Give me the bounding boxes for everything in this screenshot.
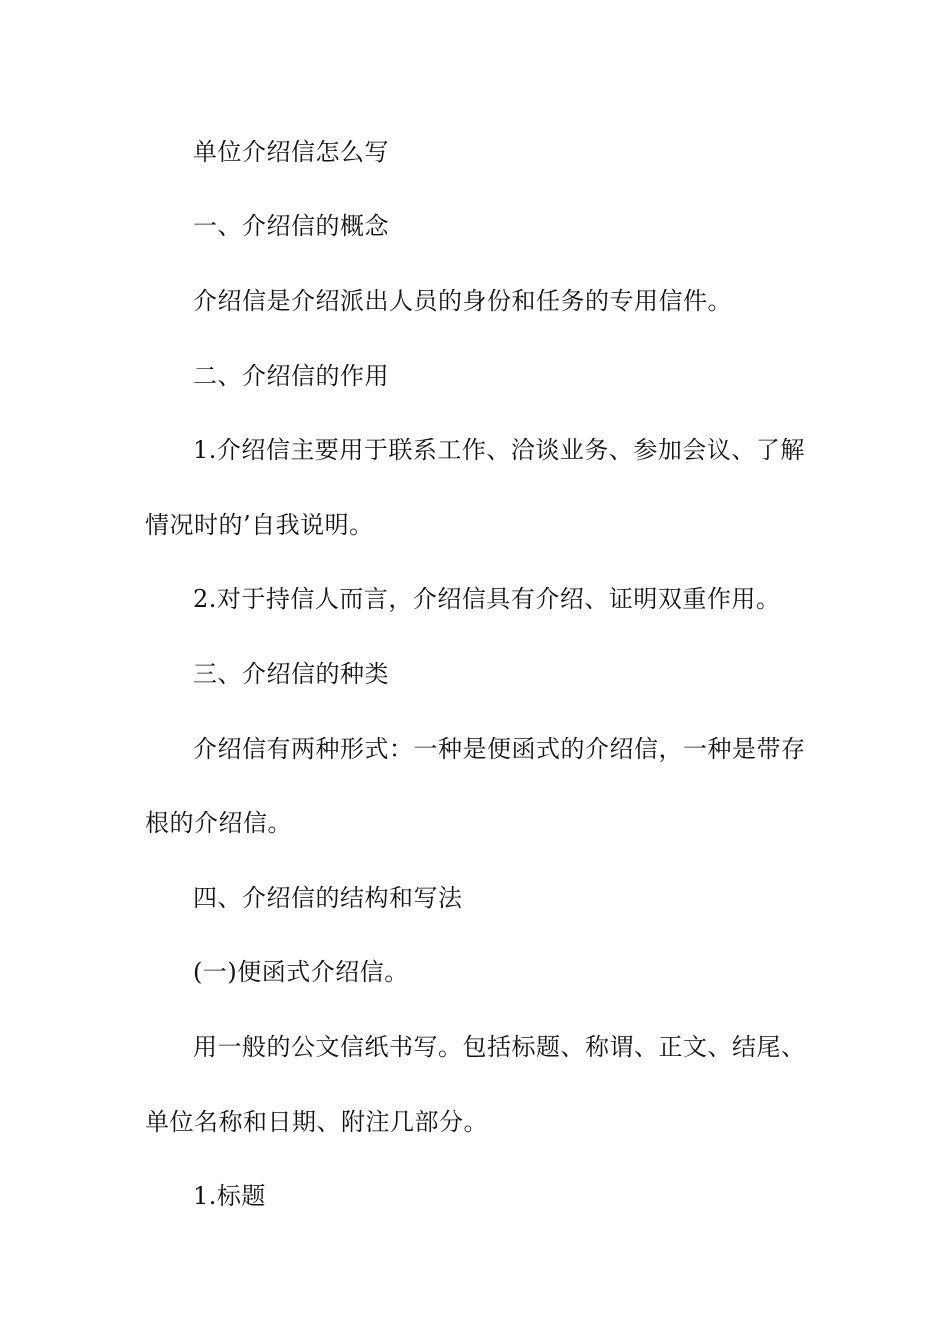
paragraph-line: 1.介绍信主要用于联系工作、洽谈业务、参加会议、了解 [193, 436, 805, 464]
paragraph-line: 单位名称和日期、附注几部分。 [145, 1108, 488, 1136]
section-heading-4: 四、介绍信的结构和写法 [193, 884, 463, 912]
paragraph-line: 2.对于持信人而言，介绍信具有介绍、证明双重作用。 [193, 585, 781, 613]
document-title: 单位介绍信怎么写 [193, 138, 389, 166]
paragraph-line: 介绍信有两种形式：一种是便函式的介绍信，一种是带存 [193, 735, 806, 763]
item-heading: 1.标题 [193, 1182, 266, 1210]
paragraph-line: 根的介绍信。 [145, 809, 292, 837]
paragraph-line: 用一般的公文信纸书写。包括标题、称谓、正文、结尾、 [193, 1033, 806, 1061]
section-heading-2: 二、介绍信的作用 [193, 362, 389, 390]
subsection-heading: (一)便函式介绍信。 [193, 958, 409, 986]
section-heading-1: 一、介绍信的概念 [193, 212, 389, 240]
paragraph-line: 情况时的’自我说明。 [145, 511, 374, 539]
paragraph-line: 介绍信是介绍派出人员的身份和任务的专用信件。 [193, 287, 732, 315]
section-heading-3: 三、介绍信的种类 [193, 660, 389, 688]
